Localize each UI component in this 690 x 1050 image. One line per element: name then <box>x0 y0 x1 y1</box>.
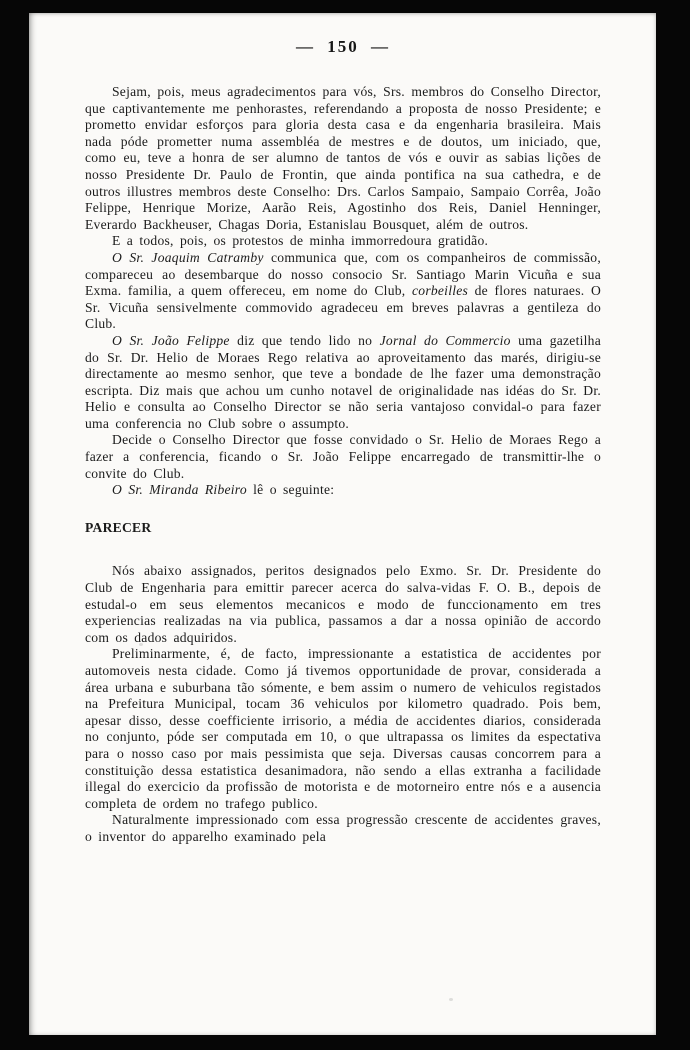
page-number: — 150 — <box>296 37 390 56</box>
paragraph-text: communica que, com os companheiros de commissão, compareceu ao desembarque do nosso consocio Sr. Santiago Marin Vicuña e sua Exma. familia, a quem offereceu, em nome do Club, <box>85 249 601 299</box>
paragraph-joao-felippe <box>85 333 601 433</box>
paragraph-experts-intro <box>85 563 601 646</box>
page-content-area <box>29 13 656 846</box>
paragraph-text: Decide o Conselho Director que fosse convidado o Sr. Helio de Moraes Rego a fazer a conferencia, ficando o Sr. João Felippe encarregado de transmittir-lhe o convite do Club. <box>85 432 601 481</box>
paragraph-text: lê o seguinte: <box>246 482 335 498</box>
scan-fleck <box>499 608 504 611</box>
publication-name: Jornal do Commercio <box>379 332 511 348</box>
paragraph-text: Naturalmente impressionado com essa progressão crescente de accidentes graves, o inventor do apparelho examinado pela <box>85 812 601 844</box>
paragraph-text: de flores naturaes. O Sr. Vicuña sensivelmente commovido agradeceu em breves palavras a gentileza do Club. <box>85 283 602 332</box>
document-page <box>29 13 656 1035</box>
paragraph-text: Nós abaixo assignados, peritos designados pelo Exmo. Sr. Dr. Presidente do Club de Engenharia para emittir parecer acerca do salva-vidas F. O. B., depois de estudal-o em seus elementos mecanicos e modo de funccionamento em tres experiencias realizadas na via publica, passamos a dar a nossa opinião de accordo com os dados adquiridos. <box>85 563 601 645</box>
paragraph-text: Sejam, pois, meus agradecimentos para vós, Srs. membros do Conselho Director, que captivantemente me penhorastes, referendando a proposta de nosso Presidente; e prometto envidar esforços para gloria desta casa e da engenharia brasileira. Mais nada póde prometter numa assembléa de mestres e de doutos, um iniciado, que, como eu, teve a honra de ser alumno de tantos de vós e ouvir as sabias lições de nosso Presidente Dr. Paulo de Frontin, que ainda pontifica na sua cathedra, e de outros illustres membros deste Conselho: Drs. Carlos Sampaio, Sampaio Corrêa, João Felippe, Henrique Morize, Aarão Reis, Agostinho dos Reis, Daniel Henninger, Everardo Backheuser, Chagas Doria, Estanislau Bousquet, além de outros. <box>85 84 601 232</box>
paragraph-gratitude <box>85 233 601 250</box>
speaker-name: O Sr. João Felippe <box>112 332 230 348</box>
speaker-name: O Sr. Miranda Ribeiro <box>112 482 247 498</box>
paragraph-inventor <box>85 812 601 845</box>
scan-fleck <box>449 998 453 1001</box>
paragraph-text: uma gazetilha do Sr. Dr. Helio de Moraes Rego relativa ao aproveitamento das marés, dirigiu-se directamente ao mesmo senhor, que teve a bondade de lhe fazer uma demonstração escripta. Diz mais que achou um cunho notavel de originalidade nas idéas do Sr. Dr. Helio e consulta ao Conselho Director se não seria vantajoso convidal-o para fazer uma conferencia no Club sobre o assumpto. <box>85 332 602 431</box>
paragraph-text: E a todos, pois, os protestos de minha immorredoura gratidão. <box>112 233 489 249</box>
paragraph-text: Preliminarmente, é, de facto, impressionante a estatistica de accidentes por automoveis nesta cidade. Como já tivemos opportunidade de provar, considerada a área urbana e suburbana tão sómente, e bem assim o numero de vehiculos registados na Prefeitura Municipal, tocam 36 vehiculos por kilometro quadrado. Pois bem, apesar disso, desse coefficiente irrisorio, a média de accidentes diarios, considerada no conjunto, póde ser computada em 10, o que ultrapassa os limites da espectativa para o nosso caso por mais pessimista que seja. Diversas causas concorrem para a constituição dessa estatistica desanimadora, não sendo a ellas extranha a facilidade illegal do exercicio da profissão de motorista e de motorneiro entre nós e a ausencia completa de ordem no trafego publico. <box>85 646 601 811</box>
paragraph-miranda-ribeiro <box>85 482 601 499</box>
foreign-term: corbeilles <box>411 283 469 299</box>
paragraph-text: diz que tendo lido no <box>229 332 380 348</box>
body-text <box>85 84 601 846</box>
paragraph-statistics <box>85 646 601 812</box>
scan-fleck <box>139 643 143 646</box>
speaker-name: O Sr. Joaquim Catramby <box>112 249 264 265</box>
section-heading-parecer: PARECER <box>85 519 152 535</box>
paragraph-catramby <box>85 250 601 333</box>
paragraph-acknowledgements <box>85 84 601 233</box>
paragraph-decision <box>85 432 601 482</box>
